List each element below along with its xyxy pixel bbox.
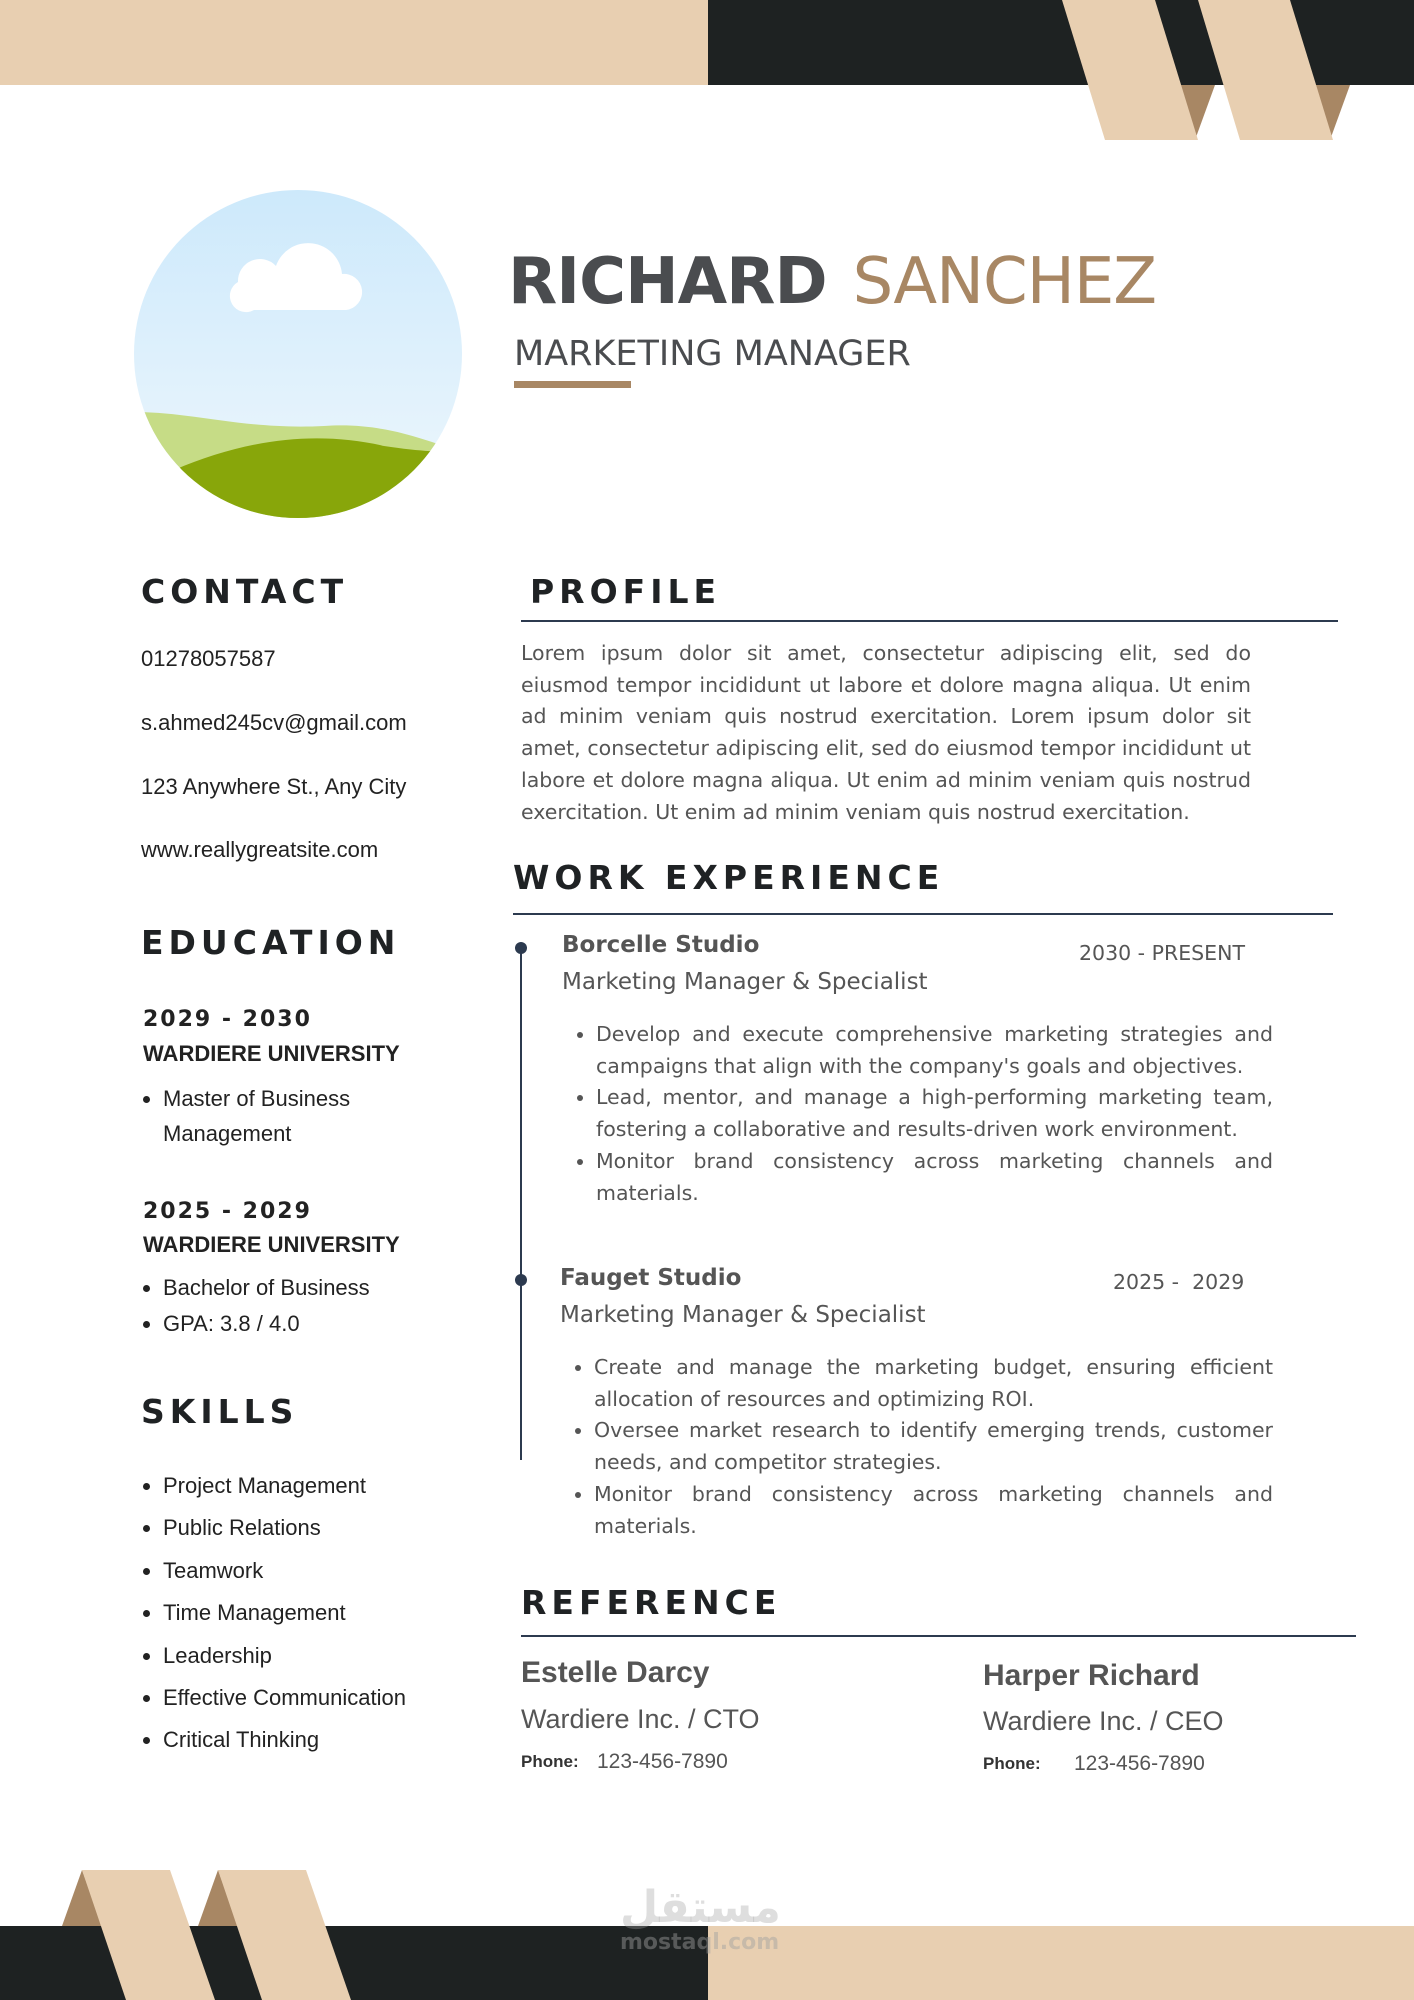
job-bullet: • Monitor brand consistency across marketing channels and materials. [596,1146,1273,1209]
first-name: RICHARD [508,245,827,319]
education-school: WARDIERE UNIVERSITY [143,1041,400,1066]
contact-address: 123 Anywhere St., Any City [141,774,407,799]
skill-item: • Leadership [163,1635,463,1677]
job-dates: 2030 - PRESENT [1079,941,1245,965]
reference-heading: REFERENCE [521,1583,782,1622]
education-item: • GPA: 3.8 / 4.0 [163,1306,423,1342]
bottom-beige-bar [708,1926,1414,2000]
reference-name: Estelle Darcy [521,1656,710,1689]
timeline-dot [515,942,527,954]
timeline-dot [515,1274,527,1286]
education-item: • Bachelor of Business [163,1270,423,1306]
timeline-line [520,948,522,1460]
reference-phone-label: Phone: [983,1754,1041,1773]
education-items-list [141,1081,423,1151]
bottom-ribbon-decoration [0,1860,400,2000]
education-heading: EDUCATION [141,923,401,962]
skill-item: • Effective Communication [163,1677,463,1719]
top-ribbon-decoration [0,0,1414,150]
skill-item: • Project Management [163,1465,463,1507]
job-bullet: • Develop and execute comprehensive marketing strategies and campaigns that align with the company's goals and objectives. [596,1019,1273,1082]
watermark-latin: mostaql.com [620,1930,780,1955]
reference-phone-label: Phone: [521,1752,579,1771]
education-years: 2025 - 2029 [143,1199,312,1224]
last-name: SANCHEZ [852,245,1157,319]
top-ribbon-2 [1198,0,1333,140]
profile-text: Lorem ipsum dolor sit amet, consectetur adipiscing elit, sed do eiusmod tempor incididunt ut labore et dolore magna aliqua. Ut enim ad minim veniam quis nostrud exercitation. Lorem ipsum dolor sit amet, consectetur adipiscing elit, sed do eiusmod tempor incididunt ut labore et dolore magna aliqua. Ut enim ad minim veniam quis nostrud exercitation. Ut enim ad minim veniam quis nostrud exercitation. [521,641,1251,824]
contact-website[interactable]: www.reallygreatsite.com [141,837,379,862]
job-company: Fauget Studio [560,1265,742,1291]
education-years: 2029 - 2030 [143,1007,312,1032]
bottom-ribbon-1 [82,1870,215,2000]
skill-item: • Critical Thinking [163,1719,463,1761]
job-role: Marketing Manager & Specialist [562,969,928,995]
name-block [508,245,1157,319]
reference-name: Harper Richard [983,1659,1200,1692]
reference-phone: 123-456-7890 [597,1750,728,1773]
skill-item: • Public Relations [163,1507,463,1549]
job-bullet: • Oversee market research to identify emerging trends, customer needs, and competitor strategies. [594,1415,1273,1478]
reference-phone: 123-456-7890 [1074,1752,1205,1775]
reference-company: Wardiere Inc. / CEO [983,1706,1224,1736]
top-ribbon-1 [1062,0,1198,140]
job-bullets [574,1019,1273,1209]
job-title: MARKETING MANAGER [514,334,911,374]
job-bullet: • Lead, mentor, and manage a high-performing marketing team, fostering a collaborative and results-driven work environment. [596,1082,1273,1145]
job-company: Borcelle Studio [562,932,760,958]
education-items-list [141,1270,423,1342]
job-role: Marketing Manager & Specialist [560,1302,926,1328]
education-item: • Master of Business Management [163,1081,423,1151]
job-bullet: • Create and manage the marketing budget, ensuring efficient allocation of resources and optimizing ROI. [594,1352,1273,1415]
contact-heading: CONTACT [141,572,349,611]
profile-heading: PROFILE [530,572,722,611]
job-dates: 2025 - 2029 [1113,1270,1245,1294]
skill-item: • Time Management [163,1592,463,1634]
reference-company: Wardiere Inc. / CTO [521,1704,760,1734]
job-bullets [572,1352,1273,1542]
contact-phone: 01278057587 [141,646,276,671]
contact-email[interactable]: s.ahmed245cv@gmail.com [141,710,407,735]
reference-rule [521,1635,1356,1637]
profile-photo [134,190,462,518]
skills-heading: SKILLS [141,1392,299,1431]
work-heading: WORK EXPERIENCE [513,858,945,897]
education-school: WARDIERE UNIVERSITY [143,1232,400,1257]
title-underline [514,381,631,388]
profile-rule [521,620,1338,622]
watermark-arabic: مستقل [620,1882,781,1933]
bottom-ribbon-2 [218,1870,351,2000]
job-bullet: • Monitor brand consistency across marketing channels and materials. [594,1479,1273,1542]
skills-list [141,1465,463,1762]
skill-item: • Teamwork [163,1550,463,1592]
work-rule [513,913,1333,915]
